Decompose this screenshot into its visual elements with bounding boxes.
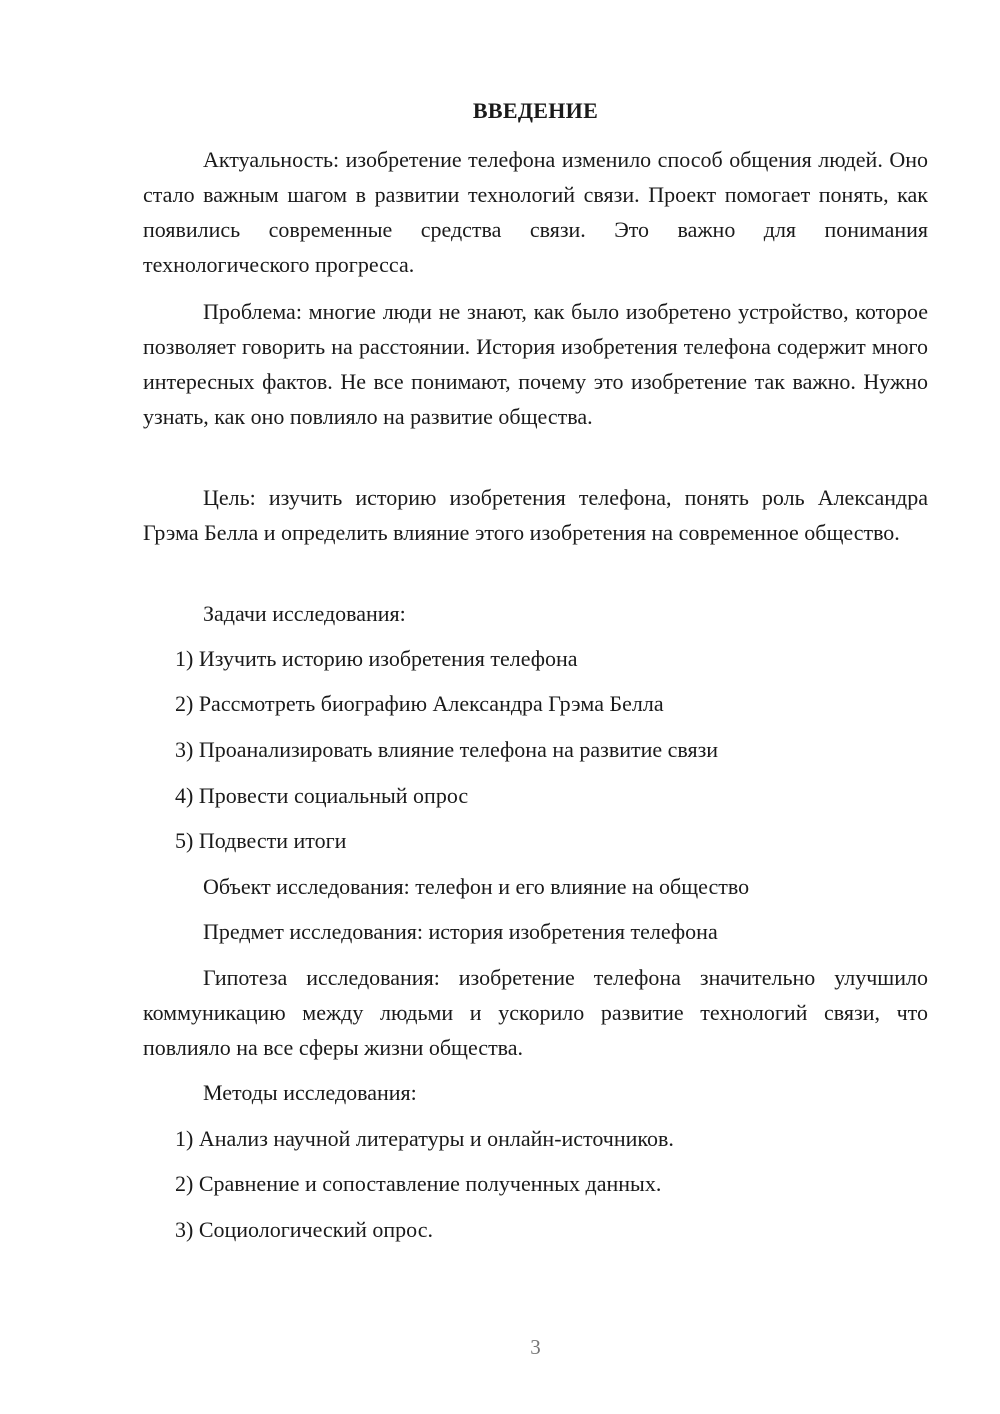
task-item: 1) Изучить историю изобретения телефона [175,646,578,671]
tasks-title: Задачи исследования: [203,601,406,626]
method-item: 2) Сравнение и сопоставление полученных данных. [175,1171,662,1196]
method-item: 3) Социологический опрос. [175,1217,433,1242]
task-item: 4) Провести социальный опрос [175,783,469,808]
relevance-paragraph: Актуальность: изобретение телефона изменило способ общения людей. Оно стало важным шагом в развитии технологий связи. Проект помогает понять, как появились современные средства связи. Это важно для понимания технологического прогресса. [143,147,928,277]
page-number: 3 [530,1335,541,1359]
section-heading: ВВЕДЕНИЕ [472,98,599,123]
goal-paragraph: Цель: изучить историю изобретения телефона, понять роль Александра Грэма Белла и определить влияние этого изобретения на современное общество. [143,485,928,545]
problem-paragraph: Проблема: многие люди не знают, как было изобретено устройство, которое позволяет говорить на расстоянии. История изобретения телефона содержит много интересных фактов. Не все понимают, почему это изобретение так важно. Нужно узнать, как оно повлияло на развитие общества. [143,299,928,429]
method-item: 1) Анализ научной литературы и онлайн-источников. [175,1126,674,1151]
hypothesis-paragraph: Гипотеза исследования: изобретение телефона значительно улучшило коммуникацию между людьми и ускорило развитие технологий связи, что повлияло на все сферы жизни общества. [143,965,928,1060]
research-object: Объект исследования: телефон и его влияние на общество [203,874,750,899]
task-item: 5) Подвести итоги [175,828,347,853]
task-item: 2) Рассмотреть биографию Александра Грэма Белла [175,691,664,716]
task-item: 3) Проанализировать влияние телефона на развитие связи [175,737,719,762]
methods-title: Методы исследования: [203,1080,417,1105]
research-subject: Предмет исследования: история изобретения телефона [203,919,718,944]
